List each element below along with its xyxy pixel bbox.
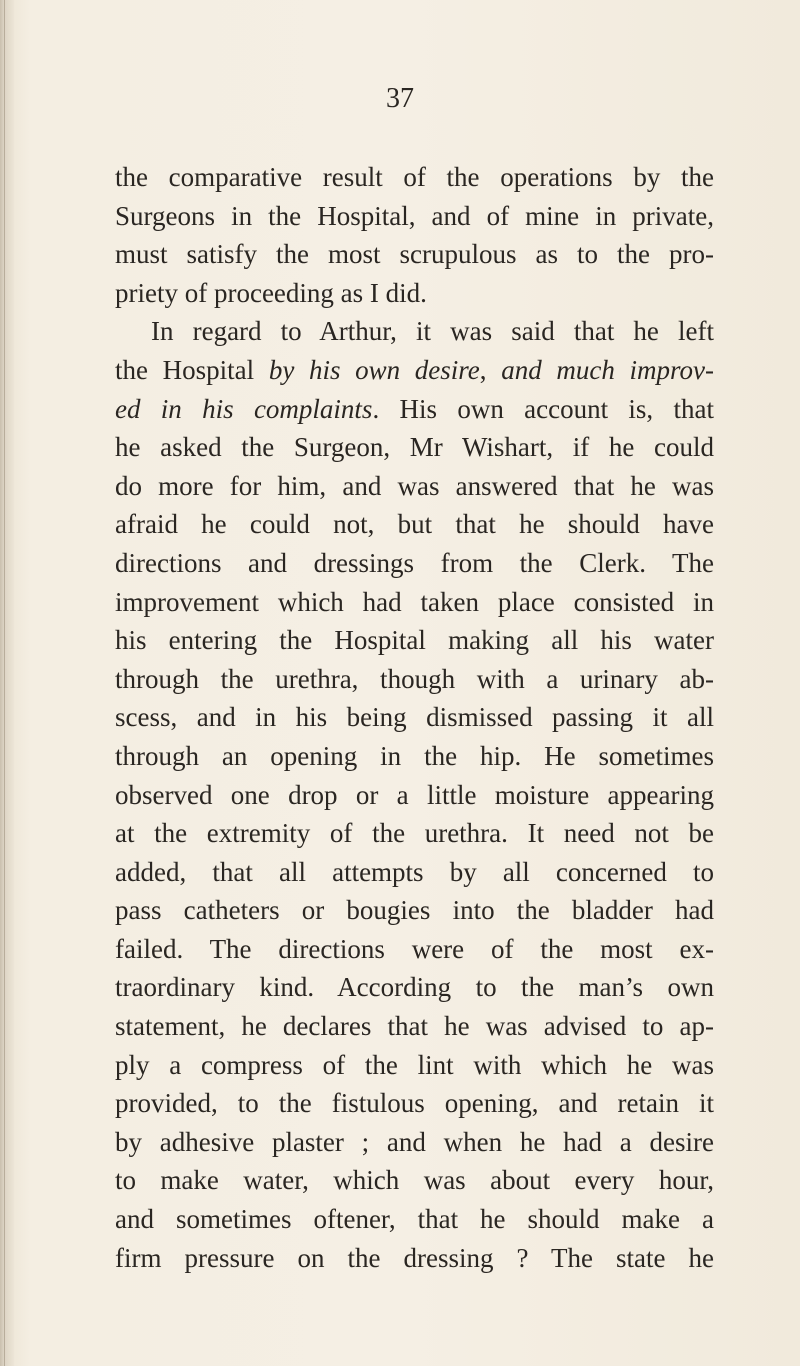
text-line bbox=[115, 583, 714, 622]
text-run: In regard to Arthur, it was said that he left bbox=[151, 316, 714, 347]
text-run: through the urethra, though with a urinary ab- bbox=[115, 663, 714, 694]
text-line bbox=[115, 698, 714, 737]
text-run: through an opening in the hip. He sometimes bbox=[115, 740, 714, 771]
text-line bbox=[115, 968, 714, 1007]
text-run: directions and dressings from the Clerk. The bbox=[115, 547, 714, 578]
text-run: , bbox=[479, 354, 502, 385]
text-run: added, that all attempts by all concerned to bbox=[115, 856, 714, 887]
text-run: scess, and in his being dismissed passing it all bbox=[115, 702, 714, 733]
text-line bbox=[115, 312, 714, 351]
text-run: must satisfy the most scrupulous as to the pro- bbox=[115, 239, 714, 270]
text-line bbox=[115, 1046, 714, 1085]
text-run: and sometimes oftener, that he should make a bbox=[115, 1204, 714, 1235]
text-line bbox=[115, 1007, 714, 1046]
text-line bbox=[115, 428, 714, 467]
text-run: . His own account is, that bbox=[372, 393, 714, 424]
text-run: firm pressure on the dressing ? The state he bbox=[115, 1242, 714, 1273]
text-run: at the extremity of the urethra. It need not be bbox=[115, 818, 714, 849]
text-line bbox=[115, 505, 714, 544]
text-run: traordinary kind. According to the man’s own bbox=[115, 972, 714, 1003]
text-line bbox=[115, 621, 714, 660]
text-line bbox=[115, 544, 714, 583]
text-run: failed. The directions were of the most ex- bbox=[115, 933, 714, 964]
text-line bbox=[115, 891, 714, 930]
text-line bbox=[115, 776, 714, 815]
text-run: ply a compress of the lint with which he was bbox=[115, 1049, 714, 1080]
text-line bbox=[115, 351, 714, 390]
text-line bbox=[115, 1123, 714, 1162]
italic-text: ed in his complaints bbox=[115, 393, 373, 424]
italic-text: by his own desire bbox=[268, 354, 480, 385]
text-line bbox=[115, 274, 714, 313]
text-line bbox=[115, 930, 714, 969]
text-line bbox=[115, 814, 714, 853]
text-run: afraid he could not, but that he should have bbox=[115, 509, 714, 540]
text-run: observed one drop or a little moisture appearing bbox=[115, 779, 714, 810]
text-run: he asked the Surgeon, Mr Wishart, if he could bbox=[115, 432, 714, 463]
text-line bbox=[115, 660, 714, 699]
body-text bbox=[115, 158, 714, 1277]
page-number: 37 bbox=[386, 83, 414, 114]
text-run: provided, to the fistulous opening, and retain it bbox=[115, 1088, 714, 1119]
text-line bbox=[115, 1161, 714, 1200]
text-run: improvement which had taken place consisted in bbox=[115, 586, 714, 617]
text-run: priety of proceeding as I did. bbox=[115, 277, 427, 308]
text-line bbox=[115, 1239, 714, 1278]
text-run: statement, he declares that he was advised to ap- bbox=[115, 1011, 714, 1042]
text-line bbox=[115, 1200, 714, 1239]
text-run: pass catheters or bougies into the bladder had bbox=[115, 895, 714, 926]
text-run: do more for him, and was answered that he was bbox=[115, 470, 714, 501]
text-run: the Hospital bbox=[115, 354, 269, 385]
text-line bbox=[115, 158, 714, 197]
text-run: the comparative result of the operations by the bbox=[115, 162, 714, 192]
text-line bbox=[115, 235, 714, 274]
text-line bbox=[115, 467, 714, 506]
text-line bbox=[115, 1084, 714, 1123]
italic-text: and much improv- bbox=[501, 354, 715, 385]
text-run: Surgeons in the Hospital, and of mine in private, bbox=[115, 200, 714, 231]
text-line bbox=[115, 197, 714, 236]
text-run: by adhesive plaster ; and when he had a desire bbox=[115, 1126, 714, 1157]
text-run: his entering the Hospital making all his water bbox=[115, 625, 714, 656]
page-binding-edge bbox=[0, 0, 14, 1366]
text-line bbox=[115, 390, 714, 429]
text-line bbox=[115, 737, 714, 776]
page-binding-line bbox=[4, 0, 5, 1366]
text-line bbox=[115, 853, 714, 892]
text-run: to make water, which was about every hour, bbox=[115, 1165, 714, 1196]
